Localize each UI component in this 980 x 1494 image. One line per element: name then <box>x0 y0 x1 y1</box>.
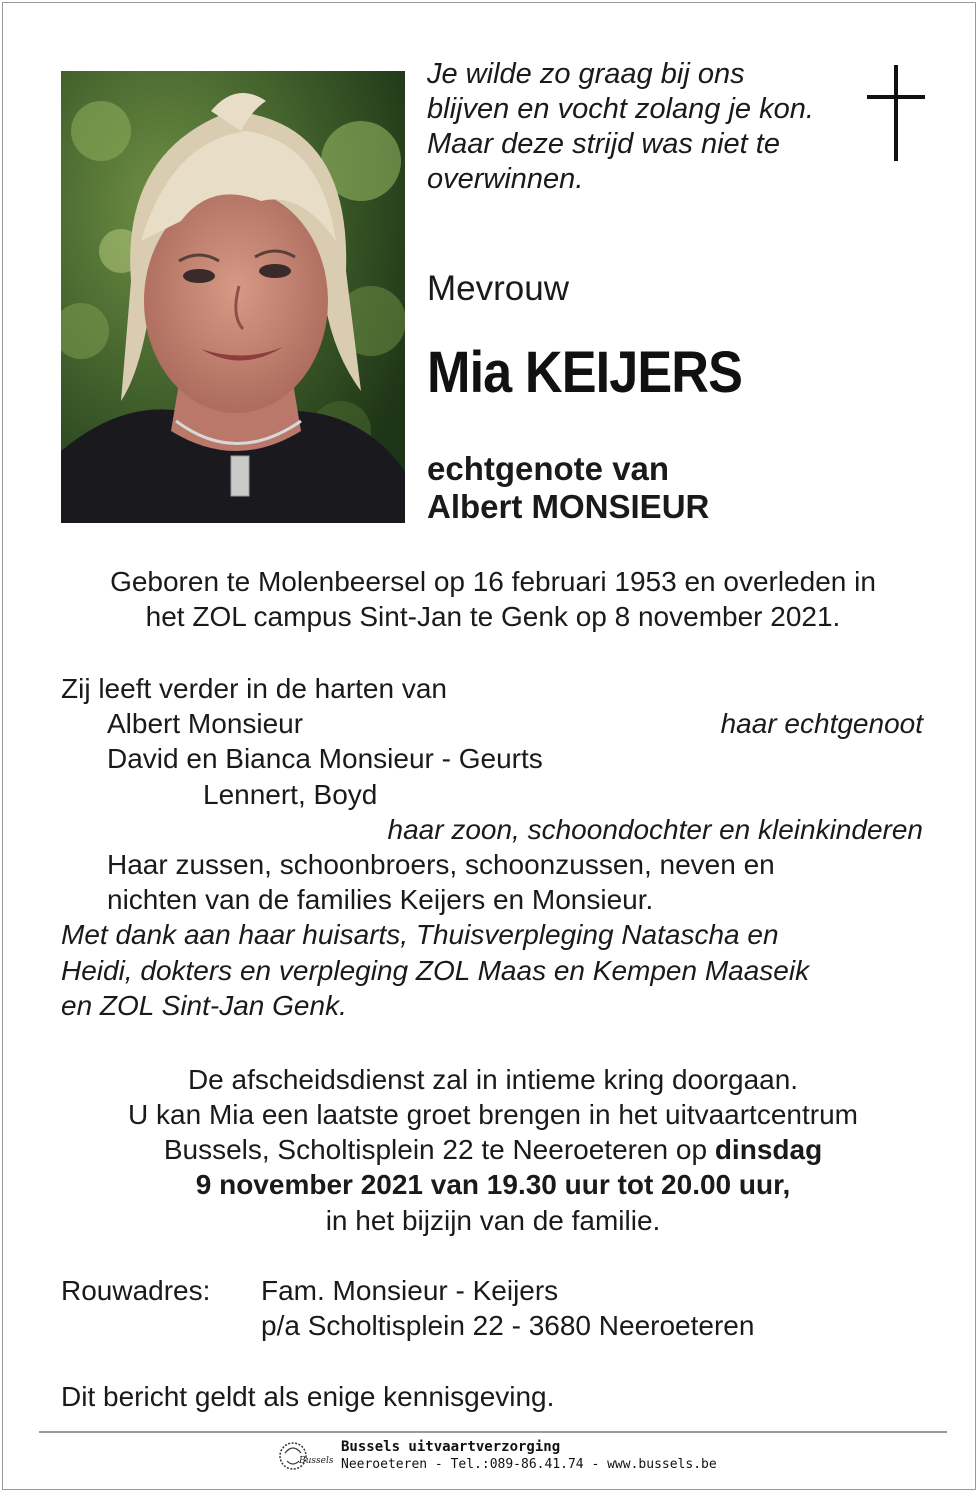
survivors-intro: Zij leeft verder in de harten van <box>61 673 447 704</box>
spouse-prefix: echtgenote van <box>427 450 670 487</box>
birth-line-2: het ZOL campus Sint-Jan te Genk op 8 november 2021. <box>145 601 841 632</box>
poem <box>427 57 867 197</box>
obituary-card <box>2 2 976 1490</box>
survivor-spouse-role: haar echtgenoot <box>720 708 923 739</box>
notice: Dit bericht geldt als enige kennisgeving. <box>61 1381 555 1412</box>
survivor-son: David en Bianca Monsieur - Geurts <box>107 743 543 774</box>
thanks-line-1: Met dank aan haar huisarts, Thuisverpleging Natascha en <box>61 919 779 950</box>
company-name: Bussels uitvaartverzorging <box>341 1439 561 1455</box>
company-contact: Neeroeteren - Tel.:089-86.41.74 - www.bussels.be <box>341 1457 717 1472</box>
service-line-5: in het bijzijn van de familie. <box>325 1205 661 1236</box>
service-day: dinsdag <box>714 1134 823 1165</box>
bussels-logo <box>279 1439 333 1473</box>
survivor-son-role: haar zoon, schoondochter en kleinkinderen <box>387 814 923 845</box>
survivor-spouse: Albert Monsieur <box>107 708 304 739</box>
spouse-name: Albert MONSIEUR <box>427 488 710 525</box>
cross-icon <box>867 65 925 163</box>
poem-line: overwinnen. <box>427 163 584 195</box>
poem-line: blijven en vocht zolang je kon. <box>427 93 814 125</box>
footer-divider <box>39 1431 947 1433</box>
poem-line: Maar deze strijd was niet te <box>427 128 780 160</box>
address-label: Rouwadres: <box>61 1275 211 1306</box>
address-line-1: Fam. Monsieur - Keijers <box>261 1275 559 1306</box>
address-line-2: p/a Scholtisplein 22 - 3680 Neeroeteren <box>261 1310 755 1341</box>
logo-text: Bussels <box>299 1456 333 1466</box>
portrait-photo <box>61 71 405 523</box>
survivor-family-line-2: nichten van de families Keijers en Monsieur. <box>107 884 654 915</box>
thanks-line-2: Heidi, dokters en verpleging ZOL Maas en Kempen Maaseik <box>61 955 810 986</box>
service-line-2: U kan Mia een laatste groet brengen in het uitvaartcentrum <box>128 1099 858 1130</box>
birth-line-1: Geboren te Molenbeersel op 16 februari 1953 en overleden in <box>110 566 876 597</box>
thanks-line-3: en ZOL Sint-Jan Genk. <box>61 990 347 1021</box>
survivor-family-line-1: Haar zussen, schoonbroers, schoonzussen, neven en <box>107 849 775 880</box>
service-line-3 <box>43 1134 943 1166</box>
service-line-3-regular: Bussels, Scholtisplein 22 te Neeroeteren op <box>163 1134 715 1165</box>
deceased-name: Mia KEIJERS <box>427 340 742 405</box>
salutation: Mevrouw <box>427 269 569 308</box>
survivor-grandchildren: Lennert, Boyd <box>203 779 378 810</box>
poem-line: Je wilde zo graag bij ons <box>427 58 745 90</box>
service-date-time: 9 november 2021 van 19.30 uur tot 20.00 uur, <box>195 1169 791 1200</box>
service-line-1: De afscheidsdienst zal in intieme kring doorgaan. <box>187 1064 799 1095</box>
